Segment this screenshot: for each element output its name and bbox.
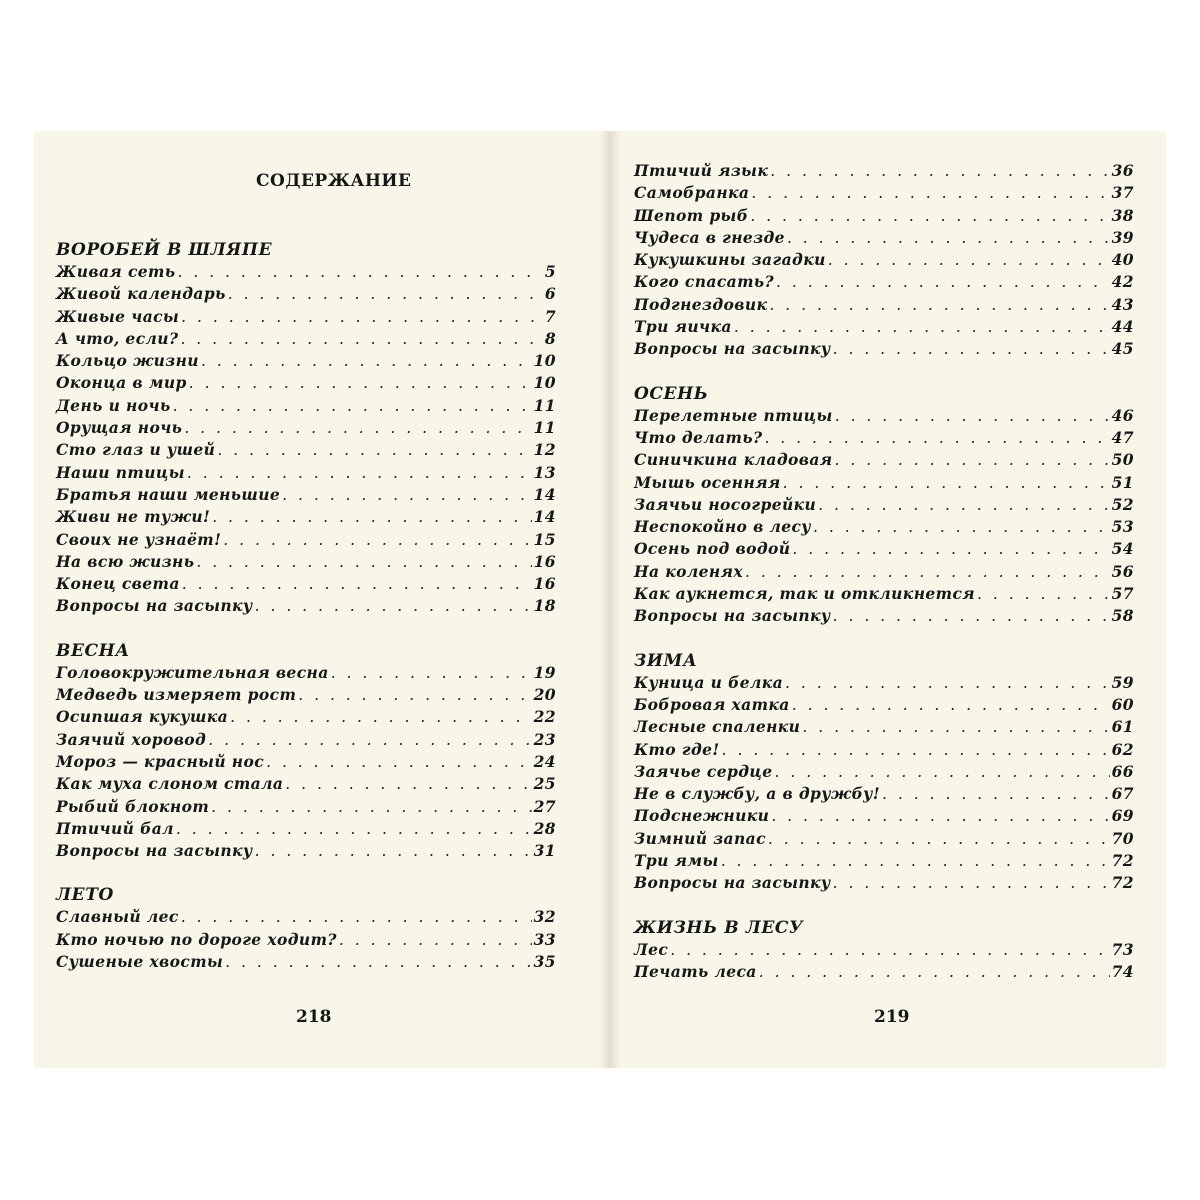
toc-entry-page: 31 <box>533 841 556 861</box>
toc-leader-dots <box>764 427 1109 449</box>
toc-entry-page: 7 <box>544 306 556 326</box>
toc-entry-page: 24 <box>533 751 556 771</box>
toc-leader-dots <box>813 516 1110 538</box>
toc-entry-page: 16 <box>533 551 556 571</box>
toc-leader-dots <box>783 472 1110 494</box>
toc-entry-page: 51 <box>1111 472 1134 492</box>
toc-leader-dots <box>833 338 1110 360</box>
toc-entry <box>634 939 1134 961</box>
toc-leader-dots <box>212 506 531 528</box>
toc-entry <box>634 316 1134 338</box>
toc-entry-page: 50 <box>1111 450 1134 470</box>
toc-leader-dots <box>339 929 532 951</box>
toc-entry-title: Заячий хоровод <box>56 729 207 749</box>
toc-entry <box>634 427 1134 449</box>
section-title: ЛЕТО <box>56 885 114 906</box>
toc-entry <box>56 796 556 818</box>
toc-entry <box>56 372 556 394</box>
toc-entry-title: Шепот рыб <box>634 205 749 225</box>
toc-leader-dots <box>785 672 1110 694</box>
toc-entry <box>634 249 1134 271</box>
toc-entry-title: Чудеса в гнезде <box>634 227 785 247</box>
toc-entry-page: 38 <box>1111 205 1134 225</box>
toc-entry-title: Синичкина кладовая <box>634 450 833 470</box>
toc-entry <box>56 729 556 751</box>
toc-leader-dots <box>182 573 532 595</box>
toc-leader-dots <box>768 828 1110 850</box>
toc-leader-dots <box>255 840 532 862</box>
toc-entry <box>56 951 556 973</box>
toc-entry-title: Вопросы на засыпку <box>634 339 831 359</box>
toc-entry-title: Мороз — красный нос <box>56 751 265 771</box>
toc-entry-page: 69 <box>1111 806 1134 826</box>
toc-leader-dots <box>977 583 1110 605</box>
toc-entry-page: 12 <box>533 440 556 460</box>
toc-entry-page: 56 <box>1111 561 1134 581</box>
toc-entry-title: Заячье сердце <box>634 761 773 781</box>
toc-leader-dots <box>771 805 1109 827</box>
toc-leader-dots <box>835 449 1110 471</box>
toc-entry-title: Бобровая хатка <box>634 694 790 714</box>
toc-entry <box>56 306 556 328</box>
section-gap <box>634 361 1134 383</box>
toc-leader-dots <box>228 283 543 305</box>
toc-leader-dots <box>792 694 1110 716</box>
toc-entry-page: 60 <box>1111 694 1134 714</box>
toc-entry <box>634 739 1134 761</box>
toc-entry <box>56 484 556 506</box>
toc-entry-page: 72 <box>1111 851 1134 871</box>
section-title: ЗИМА <box>634 650 698 671</box>
toc-entry-page: 10 <box>533 373 556 393</box>
toc-leader-dots <box>792 538 1109 560</box>
toc-entry <box>56 818 556 840</box>
toc-entry-title: Подснежники <box>634 806 770 826</box>
toc-leader-dots <box>225 951 531 973</box>
toc-entry-title: Самобранка <box>634 183 750 203</box>
toc-leader-dots <box>721 850 1110 872</box>
toc-entry-title: Сто глаз и ушей <box>56 440 216 460</box>
toc-leader-dots <box>180 328 542 350</box>
toc-entry-page: 25 <box>533 774 556 794</box>
toc-leader-dots <box>734 316 1110 338</box>
toc-entry-title: Кто где! <box>634 739 720 759</box>
toc-entry-title: Орущая ночь <box>56 418 183 438</box>
toc-entry <box>634 828 1134 850</box>
toc-leader-dots <box>833 605 1110 627</box>
toc-entry <box>56 506 556 528</box>
toc-leader-dots <box>223 529 531 551</box>
toc-leader-dots <box>833 872 1110 894</box>
toc-leader-dots <box>181 906 532 928</box>
toc-entry <box>56 283 556 305</box>
toc-leader-dots <box>776 271 1110 293</box>
toc-entry <box>56 684 556 706</box>
toc-entry-page: 14 <box>533 507 556 527</box>
book-spread <box>34 131 1166 1068</box>
toc-entry-page: 18 <box>533 596 556 616</box>
toc-entry-title: Вопросы на засыпку <box>634 606 831 626</box>
toc-entry-title: Живой календарь <box>56 284 226 304</box>
toc-entry <box>634 672 1134 694</box>
toc-entry-title: Головокружительная весна <box>56 662 329 682</box>
toc-entry <box>634 160 1134 182</box>
toc-entry <box>634 872 1134 894</box>
toc-entry-title: Куница и белка <box>634 672 784 692</box>
toc-entry-title: Живая сеть <box>56 262 176 281</box>
toc-entry-page: 52 <box>1111 494 1134 514</box>
toc-entry-page: 43 <box>1111 294 1134 314</box>
toc-entry <box>56 551 556 573</box>
toc-entry <box>56 906 556 928</box>
left-toc-column <box>56 239 556 973</box>
toc-entry-title: Славный лес <box>56 907 179 927</box>
toc-entry-title: Подгнездовик <box>634 294 768 314</box>
toc-leader-dots <box>217 439 531 461</box>
toc-entry-title: Три яичка <box>634 317 732 337</box>
page-number: 219 <box>874 1007 910 1027</box>
toc-entry <box>56 929 556 951</box>
toc-entry-title: Конец света <box>56 574 180 594</box>
toc-entry <box>56 573 556 595</box>
toc-entry <box>634 605 1134 627</box>
section-gap <box>56 618 556 640</box>
section-title: ВОРОБЕЙ В ШЛЯПЕ <box>56 240 273 260</box>
toc-entry-page: 37 <box>1111 183 1134 203</box>
toc-entry <box>634 494 1134 516</box>
toc-entry <box>634 516 1134 538</box>
toc-entry-page: 58 <box>1111 606 1134 626</box>
toc-entry-page: 57 <box>1111 584 1134 604</box>
toc-leader-dots <box>187 462 532 484</box>
toc-entry <box>634 449 1134 471</box>
right-toc-column <box>634 160 1134 983</box>
toc-leader-dots <box>670 939 1109 961</box>
toc-leader-dots <box>181 306 543 328</box>
toc-entry-page: 39 <box>1111 227 1134 247</box>
toc-entry-page: 53 <box>1111 517 1134 537</box>
toc-entry-title: Заячьи носогрейки <box>634 494 817 514</box>
toc-entry-title: Перелетные птицы <box>634 405 833 425</box>
toc-entry-title: Печать леса <box>634 961 757 981</box>
toc-entry <box>56 529 556 551</box>
toc-leader-dots <box>331 662 532 684</box>
toc-entry-title: Как муха слоном стала <box>56 774 284 794</box>
toc-leader-dots <box>173 395 532 417</box>
toc-entry <box>634 961 1134 983</box>
toc-leader-dots <box>802 716 1109 738</box>
toc-entry-title: Осень под водой <box>634 539 791 559</box>
toc-entry <box>634 716 1134 738</box>
toc-entry <box>634 405 1134 427</box>
toc-entry-page: 6 <box>544 284 556 304</box>
toc-leader-dots <box>196 551 531 573</box>
toc-entry-page: 67 <box>1111 784 1134 804</box>
toc-entry-page: 23 <box>533 729 556 749</box>
toc-entry-title: Сушеные хвосты <box>56 952 224 972</box>
toc-leader-dots <box>298 684 531 706</box>
toc-entry-title: Вопросы на засыпку <box>634 873 831 893</box>
toc-entry-title: Неспокойно в лесу <box>634 517 811 537</box>
section-title: ОСЕНЬ <box>634 383 709 404</box>
toc-entry-title: Медведь измеряет рост <box>56 685 297 705</box>
toc-entry-page: 27 <box>533 796 556 816</box>
toc-entry <box>634 271 1134 293</box>
toc-entry <box>634 205 1134 227</box>
toc-leader-dots <box>828 249 1110 271</box>
toc-leader-dots <box>769 294 1109 316</box>
toc-entry-title: Оконца в мир <box>56 373 187 393</box>
toc-entry <box>634 538 1134 560</box>
toc-entry-title: Зимний запас <box>634 828 766 848</box>
toc-entry <box>56 395 556 417</box>
section-title: ЖИЗНЬ В ЛЕСУ <box>634 917 804 938</box>
toc-entry <box>634 583 1134 605</box>
toc-entry <box>634 338 1134 360</box>
toc-entry-title: Кого спасать? <box>634 272 775 292</box>
toc-leader-dots <box>882 783 1110 805</box>
toc-entry <box>634 472 1134 494</box>
toc-entry-page: 15 <box>533 529 556 549</box>
toc-entry <box>56 350 556 372</box>
toc-entry-title: День и ночь <box>56 395 171 415</box>
toc-entry-title: Рыбий блокнот <box>56 796 210 816</box>
toc-entry-page: 22 <box>533 707 556 727</box>
toc-entry-page: 35 <box>533 952 556 972</box>
toc-leader-dots <box>751 182 1109 204</box>
toc-entry-page: 40 <box>1111 250 1134 270</box>
toc-entry-title: Братья наши меньшие <box>56 484 281 504</box>
section-title: ВЕСНА <box>56 640 130 661</box>
toc-entry-page: 42 <box>1111 272 1134 292</box>
toc-entry <box>56 751 556 773</box>
toc-entry-page: 61 <box>1111 717 1134 737</box>
toc-entry-title: Наши птицы <box>56 462 185 482</box>
toc-entry-page: 66 <box>1111 761 1134 781</box>
toc-leader-dots <box>184 417 531 439</box>
toc-entry-title: Три ямы <box>634 851 719 871</box>
page-number: 218 <box>296 1007 332 1027</box>
toc-entry-page: 8 <box>544 328 556 348</box>
toc-entry-title: Осипшая кукушка <box>56 707 229 727</box>
toc-entry <box>56 706 556 728</box>
toc-entry-title: Как аукнется, так и откликнется <box>634 584 976 604</box>
toc-entry <box>634 294 1134 316</box>
toc-leader-dots <box>266 751 532 773</box>
toc-entry-title: На всю жизнь <box>56 551 195 571</box>
toc-entry-page: 11 <box>533 395 556 415</box>
toc-leader-dots <box>282 484 531 506</box>
toc-entry-title: Вопросы на засыпку <box>56 841 253 861</box>
toc-entry-page: 5 <box>544 262 556 281</box>
toc-entry-title: Птичий язык <box>634 161 769 180</box>
toc-leader-dots <box>208 729 531 751</box>
toc-leader-dots <box>176 818 532 840</box>
toc-entry-title: Кто ночью по дороге ходит? <box>56 929 337 949</box>
toc-leader-dots <box>230 706 532 728</box>
toc-entry-page: 32 <box>533 907 556 927</box>
toc-entry-page: 47 <box>1111 427 1134 447</box>
toc-entry-title: Не в службу, а в дружбу! <box>634 784 881 804</box>
section-gap <box>56 862 556 884</box>
toc-entry <box>634 694 1134 716</box>
toc-leader-dots <box>835 405 1110 427</box>
toc-entry <box>56 417 556 439</box>
toc-leader-dots <box>255 595 532 617</box>
toc-entry <box>634 561 1134 583</box>
toc-entry-page: 16 <box>533 574 556 594</box>
toc-entry <box>634 227 1134 249</box>
toc-leader-dots <box>787 227 1110 249</box>
toc-leader-dots <box>178 261 543 283</box>
toc-entry-page: 70 <box>1111 828 1134 848</box>
toc-entry-page: 46 <box>1111 405 1134 425</box>
toc-entry <box>56 840 556 862</box>
toc-leader-dots <box>750 205 1109 227</box>
toc-entry-title: Лес <box>634 939 669 959</box>
toc-entry-page: 28 <box>533 818 556 838</box>
toc-entry <box>634 761 1134 783</box>
toc-entry-page: 11 <box>533 418 556 438</box>
toc-entry-page: 54 <box>1111 539 1134 559</box>
toc-entry-title: Живые часы <box>56 306 180 326</box>
toc-entry-title: Вопросы на засыпку <box>56 596 253 616</box>
toc-entry-page: 19 <box>533 662 556 682</box>
toc-entry-title: Своих не узнаёт! <box>56 529 222 549</box>
toc-entry-page: 72 <box>1111 873 1134 893</box>
toc-leader-dots <box>818 494 1109 516</box>
toc-leader-dots <box>201 350 532 372</box>
toc-entry-title: Мышь осенняя <box>634 472 781 492</box>
toc-entry-page: 13 <box>533 462 556 482</box>
toc-entry-page: 36 <box>1111 161 1134 180</box>
toc-entry <box>56 662 556 684</box>
toc-entry-title: Кольцо жизни <box>56 351 199 371</box>
toc-entry-title: Что делать? <box>634 427 763 447</box>
toc-entry-page: 14 <box>533 484 556 504</box>
toc-entry <box>56 328 556 350</box>
toc-entry-page: 73 <box>1111 939 1134 959</box>
toc-entry-page: 10 <box>533 351 556 371</box>
toc-leader-dots <box>285 773 531 795</box>
toc-entry <box>56 462 556 484</box>
toc-entry <box>634 850 1134 872</box>
left-page <box>34 131 609 1068</box>
toc-leader-dots <box>759 961 1110 983</box>
toc-entry-page: 20 <box>533 685 556 705</box>
toc-entry <box>634 182 1134 204</box>
section-gap <box>634 628 1134 650</box>
toc-entry-title: Птичий бал <box>56 818 174 838</box>
toc-leader-dots <box>775 761 1110 783</box>
toc-entry-title: На коленях <box>634 561 743 581</box>
toc-entry-page: 33 <box>533 929 556 949</box>
toc-entry-title: Лесные спаленки <box>634 717 801 737</box>
right-page <box>609 131 1166 1068</box>
toc-leader-dots <box>770 160 1109 182</box>
toc-entry <box>634 805 1134 827</box>
toc-entry-page: 62 <box>1111 739 1134 759</box>
toc-entry-title: Живи не тужи! <box>56 507 211 527</box>
toc-entry-page: 44 <box>1111 317 1134 337</box>
toc-entry-page: 74 <box>1111 961 1134 981</box>
toc-leader-dots <box>211 796 531 818</box>
toc-entry <box>634 783 1134 805</box>
section-gap <box>634 895 1134 917</box>
toc-entry-page: 45 <box>1111 339 1134 359</box>
toc-entry-title: Кукушкины загадки <box>634 250 826 270</box>
toc-entry <box>56 773 556 795</box>
toc-entry <box>56 439 556 461</box>
toc-entry <box>56 261 556 283</box>
contents-heading: СОДЕРЖАНИЕ <box>256 171 412 191</box>
toc-entry <box>56 595 556 617</box>
toc-entry-page: 59 <box>1111 672 1134 692</box>
toc-leader-dots <box>189 372 532 394</box>
toc-leader-dots <box>722 739 1110 761</box>
toc-leader-dots <box>745 561 1110 583</box>
toc-entry-title: А что, если? <box>56 328 179 348</box>
